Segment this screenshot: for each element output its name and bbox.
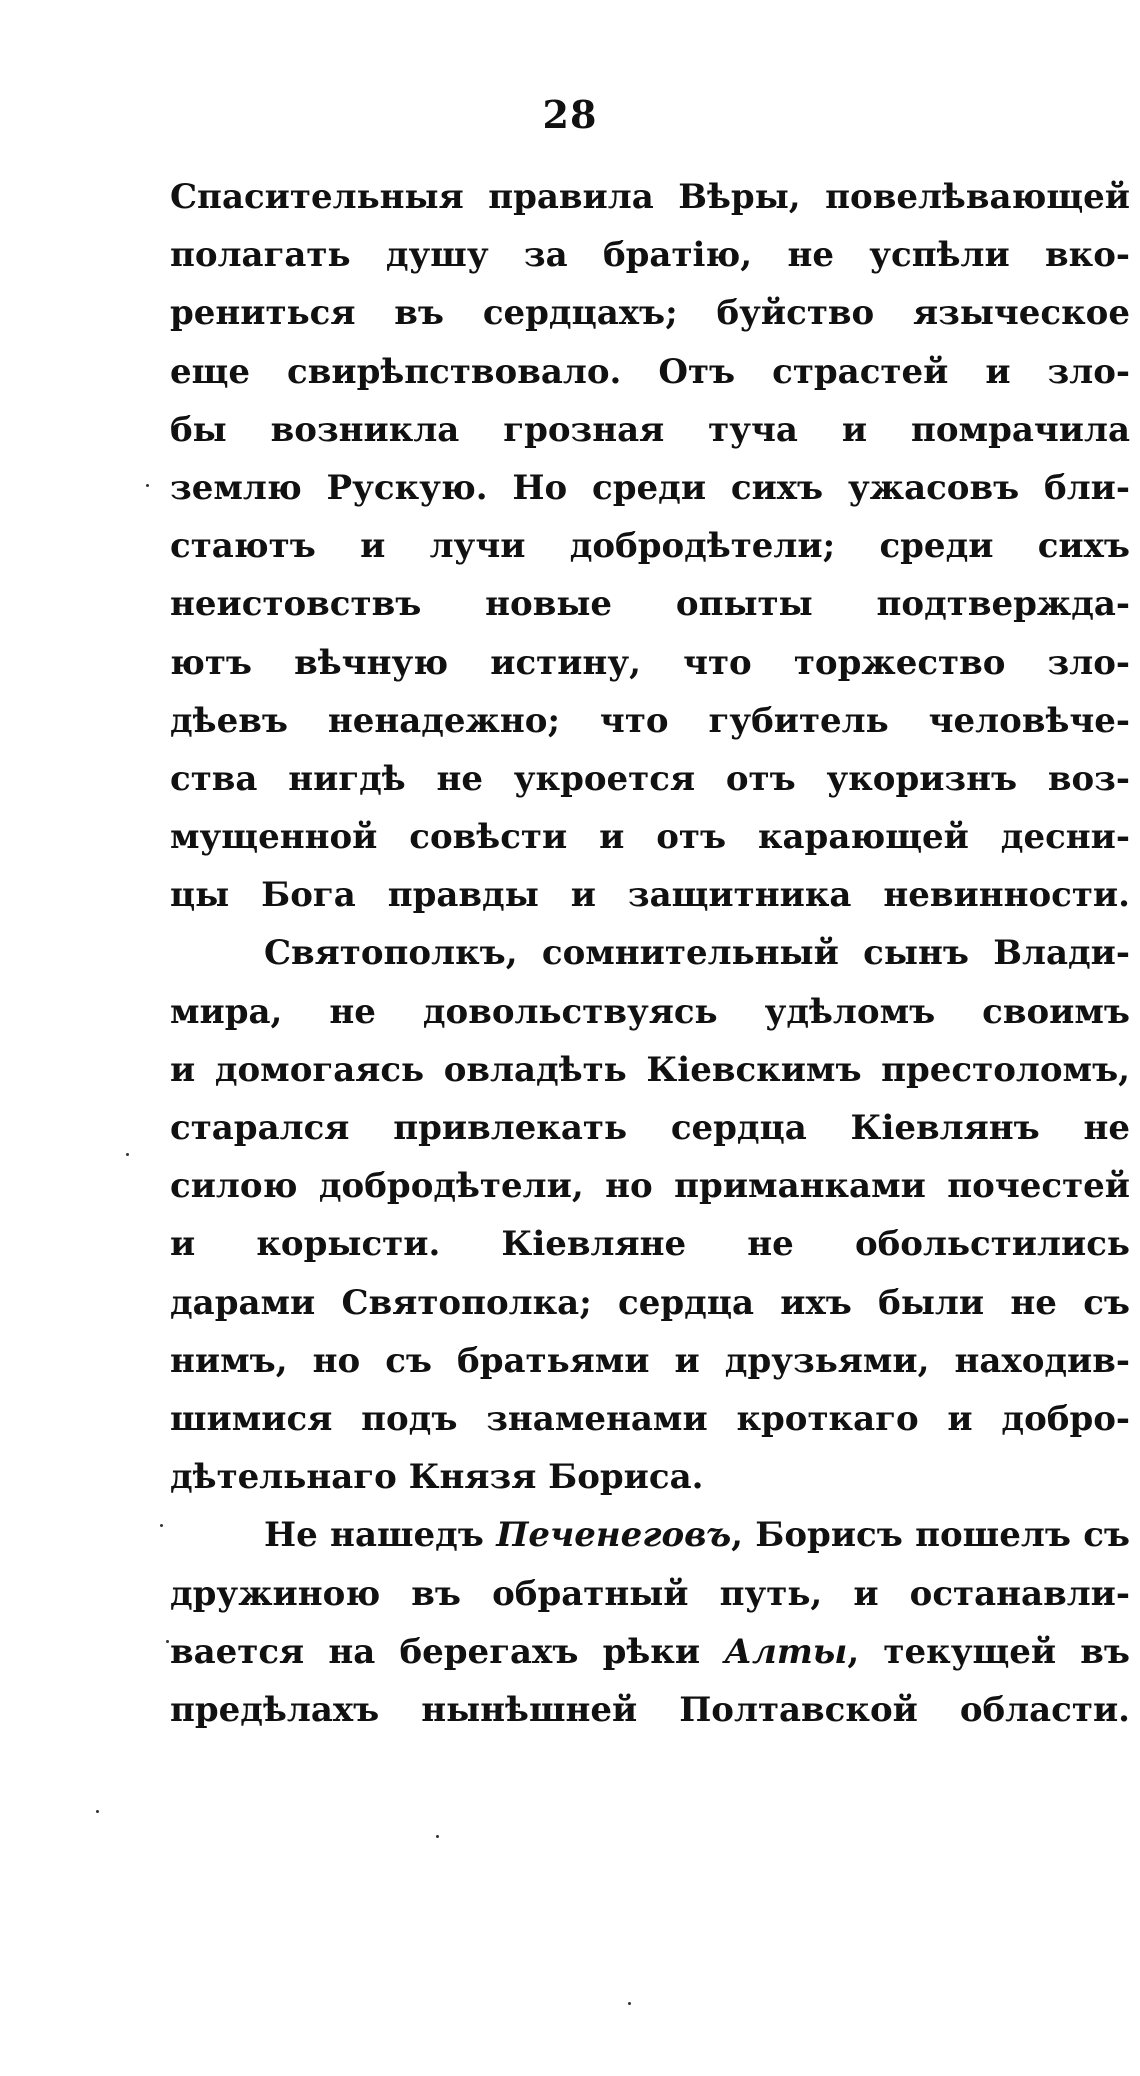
text-run: , Борисъ пошелъ съ [731,1515,1130,1556]
text-line: бы возникла грозная туча и помрачила [170,409,1130,450]
text-line [170,1623,1130,1681]
text-line: рениться въ сердцахъ; буйство языческое [170,293,1130,334]
text-run: вается на берегахъ рѣки [170,1631,725,1672]
text-line: землю Рускую. Но среди сихъ ужасовъ бли- [170,467,1130,508]
text-line [170,1506,1130,1564]
text-line: силою добродѣтели, но приманками почестей [170,1166,1130,1207]
text-line: старался привлекать сердца Кіевлянъ не [170,1108,1130,1148]
scan-speck [628,2002,631,2005]
italic-name: Алты [724,1631,848,1672]
text-line: стаютъ и лучи добродѣтели; среди сихъ [170,526,1130,567]
text-line: и корысти. Кіевляне не обольстились [170,1224,1130,1265]
text-run: Не нашедъ [264,1515,497,1556]
text-line: Спасительныя правила Вѣры, повелѣвающей [170,177,1130,217]
text-line: цы Бога правды и защитника невинности. [170,875,1130,916]
scan-speck [436,1835,439,1838]
text-line: ютъ вѣчную истину, что торжество зло- [170,642,1130,683]
text-line: неистовствъ новые опыты подтвержда- [170,584,1130,625]
text-line: еще свирѣпствовало. Отъ страстей и зло- [170,351,1130,392]
scan-speck [126,1153,129,1156]
text-line: полагать душу за братію, не успѣли вко- [170,235,1130,276]
text-line: дѣтельнаго Князя Бориса. [170,1457,704,1498]
italic-name: Печенеговъ [496,1515,732,1556]
text-line: и домогаясь овладѣть Кіевскимъ престоломъ, [170,1049,1130,1090]
text-line: предѣлахъ нынѣшней Полтавской области. [170,1689,1130,1730]
body-text [170,168,1130,1739]
text-line: ства нигдѣ не укроется отъ укоризнъ воз- [170,758,1130,799]
text-run: , текущей въ [847,1631,1130,1672]
text-line: Святополкъ, сомнительный сынъ Влади- [264,933,1130,974]
text-line: дарами Святополка; сердца ихъ были не съ [170,1282,1130,1323]
scan-speck [96,1810,99,1813]
text-line: мущенной совѣсти и отъ карающей десни- [170,817,1130,858]
scan-speck [160,1524,163,1527]
text-line: нимъ, но съ братьями и друзьями, находив- [170,1340,1130,1381]
text-line: дружиною въ обратный путь, и останавли- [170,1573,1130,1614]
page-number: 28 [542,92,598,137]
text-line: мира, не довольствуясь удѣломъ своимъ [170,991,1130,1032]
text-line: дѣевъ ненадежно; что губитель человѣче- [170,700,1130,741]
text-line: шимися подъ знаменами кроткаго и добро- [170,1398,1130,1439]
scan-speck [166,1640,169,1643]
scan-speck [146,484,149,487]
